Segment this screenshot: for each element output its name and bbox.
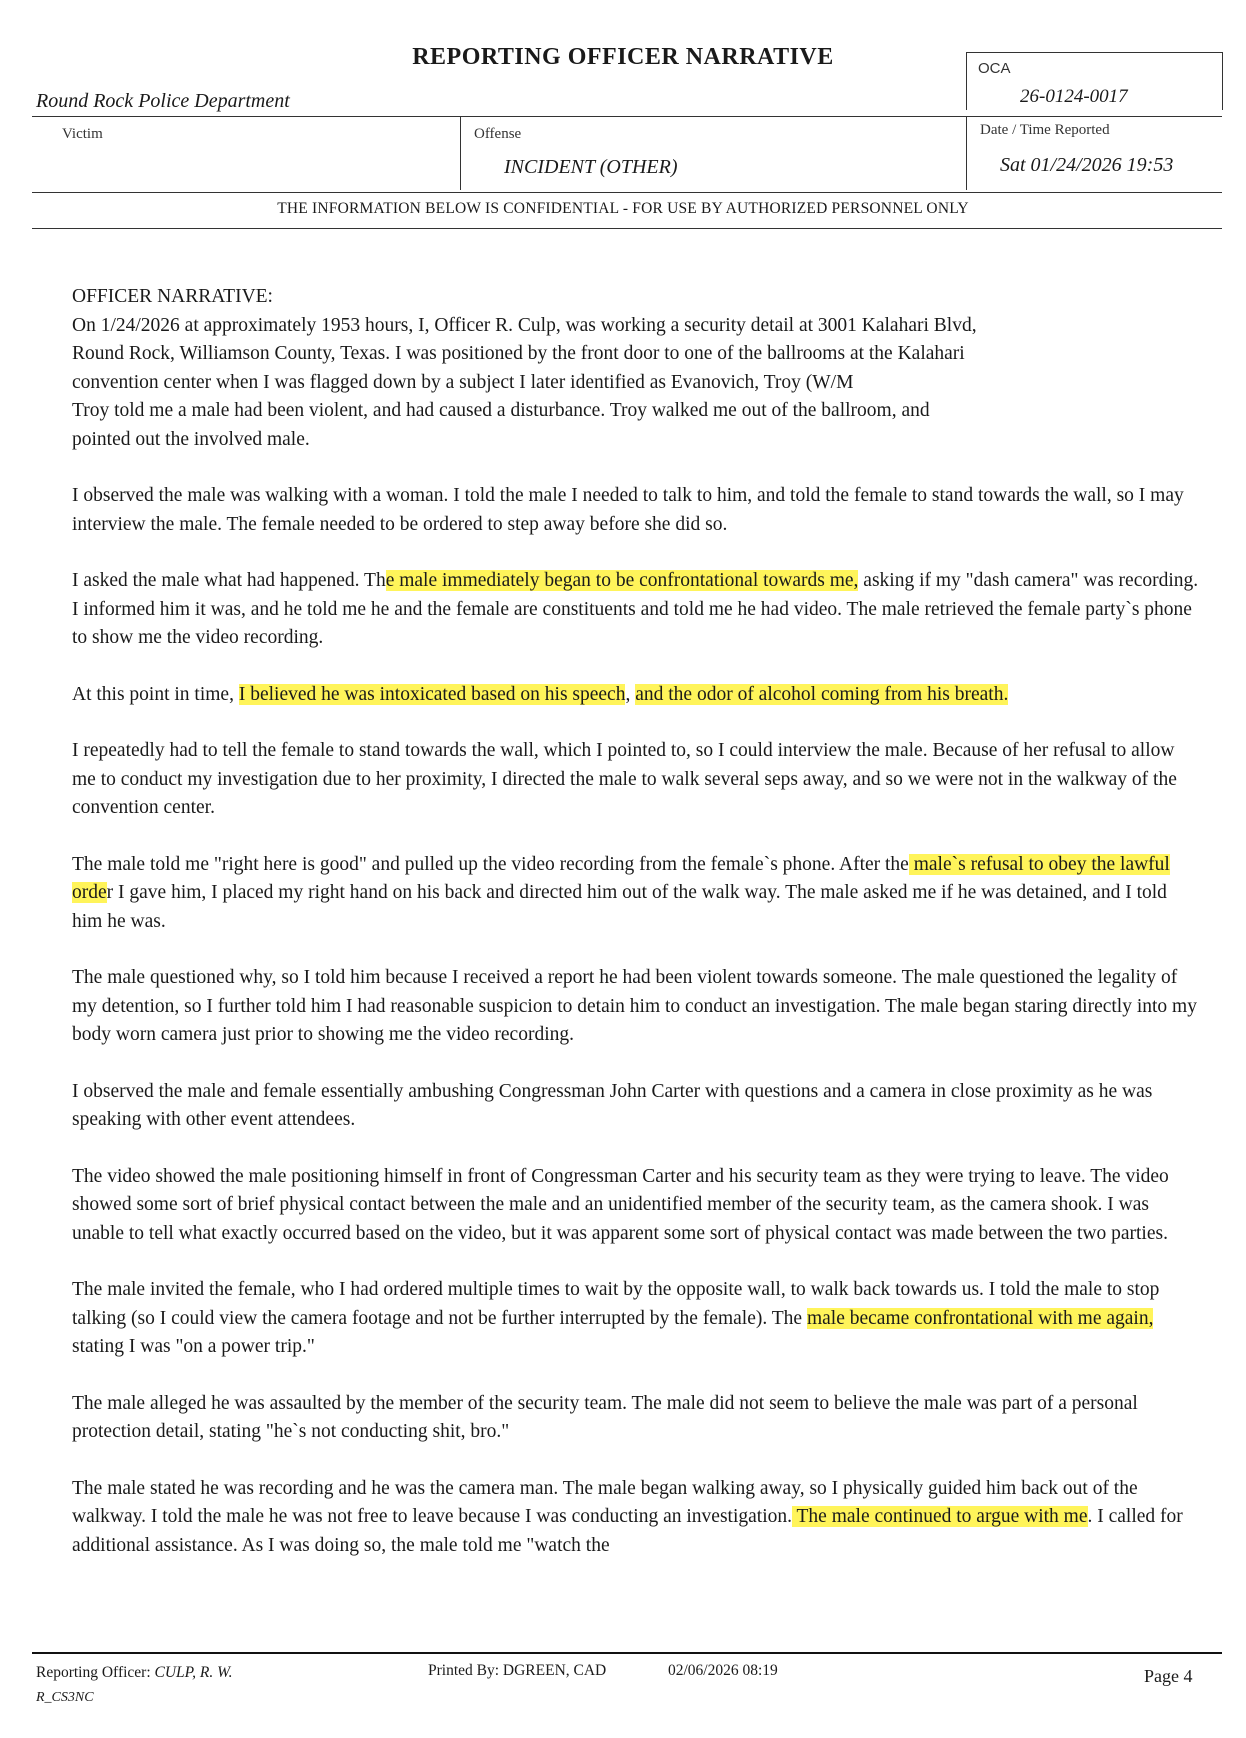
officer-name: CULP, R. W.: [154, 1664, 233, 1681]
reporting-officer: [36, 1664, 232, 1682]
header-divider-1: [460, 116, 461, 190]
oca-box-left-border: [966, 52, 967, 110]
header-divider-2: [966, 116, 967, 190]
narrative-paragraph-11: The male alleged he was assaulted by the member of the security team. The male did not seem to believe the male was part of a personal protection detail, stating "he`s not conducting shit, bro.": [72, 1392, 1138, 1442]
narrative-line: convention center when I was flagged down by a subject I later identified as Evanovich, Troy (W/M: [72, 371, 854, 393]
victim-label: Victim: [62, 126, 103, 142]
text-run: stating I was "on a power trip.": [72, 1336, 315, 1357]
highlighted-text: I believed he was intoxicated based on his speech: [238, 683, 626, 705]
oca-box-right-border: [1222, 52, 1223, 110]
confidential-rule: [32, 228, 1222, 229]
department-name: Round Rock Police Department: [36, 90, 290, 112]
narrative-paragraph-6: [72, 851, 1202, 937]
text-run: At this point in time,: [72, 683, 239, 705]
printed-by: Printed By: DGREEN, CAD: [428, 1662, 607, 1679]
highlighted-text: male became confrontational with me again,: [806, 1307, 1154, 1329]
oca-number: 26-0124-0017: [1020, 86, 1128, 107]
offense-label: Offense: [474, 126, 522, 142]
oca-box-top-border: [966, 52, 1222, 53]
highlighted-text: e male immediately began to be confrontational towards me,: [385, 570, 859, 591]
text-run: The male stated he was recording and he was the camera man. The male began walking away, so I physically guided him back out of the walkway. I told the male he was not free to leave because I was conducting an investigation.: [72, 1477, 1138, 1527]
officer-label: Reporting Officer:: [36, 1664, 155, 1681]
text-run: ,: [625, 683, 636, 705]
narrative-paragraph-12: [72, 1475, 1202, 1561]
narrative-paragraph-5: I repeatedly had to tell the female to stand towards the wall, which I pointed to, so I could interview the male. Because of her refusal to allow me to conduct my investigation due to her proximity, I directed the male to walk several seps away, and so we were not in the walkway of the convention center.: [72, 740, 1177, 818]
highlighted-text: male`s refusal to obey the lawful orde: [72, 853, 1170, 903]
form-code: R_CS3NC: [36, 1690, 94, 1705]
page-number: Page 4: [1144, 1666, 1193, 1686]
text-run: r I gave him, I placed my right hand on his back and directed him out of the walk way. The male asked me if he was detained, and I told him he was.: [72, 882, 1167, 932]
narrative-line: Round Rock, Williamson County, Texas. I was positioned by the front door to one of the ballrooms at the Kalahari: [72, 343, 965, 364]
narrative-line: On 1/24/2026 at approximately 1953 hours, I, Officer R. Culp, was working a security detail at 3001 Kalahari Blvd,: [72, 314, 977, 336]
narrative-paragraph-3: [72, 567, 1202, 653]
narrative-paragraph-1: [72, 312, 1202, 455]
narrative-paragraph-9: The video showed the male positioning himself in front of Congressman Carter and his security team as they were trying to leave. The video showed some sort of brief physical contact between the male and an unidentified member of the security team, as the camera shook. I was unable to tell what exactly occurred based on the video, but it was apparent some sort of physical contact was made between the two parties.: [72, 1165, 1169, 1244]
header-top-rule: [32, 116, 1222, 117]
text-run: I asked the male what had happened. Th: [72, 570, 386, 591]
date-reported-value: Sat 01/24/2026 19:53: [1000, 154, 1174, 176]
narrative-paragraph-7: The male questioned why, so I told him because I received a report he had been violent towards someone. The male questioned the legality of my detention, so I further told him I had reasonable suspicion to detain him to conduct an investigation. The male began staring directly into my body worn camera just prior to showing me the video recording.: [72, 967, 1197, 1045]
narrative-paragraph-10: [72, 1276, 1202, 1362]
narrative-paragraph-8: I observed the male and female essentially ambushing Congressman John Carter with questions and a camera in close proximity as he was speaking with other event attendees.: [72, 1080, 1153, 1130]
confidential-notice: THE INFORMATION BELOW IS CONFIDENTIAL - FOR USE BY AUTHORIZED PERSONNEL ONLY: [277, 200, 969, 217]
narrative-line: pointed out the involved male.: [72, 428, 310, 450]
page-title: REPORTING OFFICER NARRATIVE: [412, 44, 834, 70]
footer-rule: [32, 1652, 1222, 1654]
date-reported-label: Date / Time Reported: [980, 122, 1110, 138]
narrative-heading: OFFICER NARRATIVE:: [72, 286, 273, 307]
printed-date: 02/06/2026 08:19: [668, 1662, 778, 1679]
text-run: The male told me "right here is good" and pulled up the video recording from the female`s phone. After the: [72, 853, 909, 875]
highlighted-text: The male continued to argue with me: [792, 1506, 1088, 1527]
text-run: The male invited the female, who I had ordered multiple times to wait by the opposite wall, to walk back towards us. I told the male to stop talking (so I could view the camera footage and not be further interrupted by the female). The: [72, 1279, 1160, 1329]
offense-value: INCIDENT (OTHER): [504, 156, 678, 178]
narrative-body: [72, 283, 1202, 1560]
narrative-paragraph-4: [72, 681, 1202, 710]
text-run: asking if my "dash camera" was recording. I informed him it was, and he told me he and the female are constituents and told me he had video. The male retrieved the female party`s phone to show me the video recording.: [72, 570, 1199, 648]
header-bottom-rule: [32, 192, 1222, 193]
text-run: . I called for additional assistance. As I was doing so, the male told me "watch the: [72, 1506, 1183, 1556]
oca-label: OCA: [978, 60, 1011, 77]
narrative-paragraph-2: I observed the male was walking with a woman. I told the male I needed to talk to him, and told the female to stand towards the wall, so I may interview the male. The female needed to be ordered to step away before she did so.: [72, 485, 1184, 535]
highlighted-text: and the odor of alcohol coming from his breath.: [635, 683, 1009, 705]
narrative-line: Troy told me a male had been violent, and had caused a disturbance. Troy walked me out of the ballroom, and: [72, 400, 930, 421]
